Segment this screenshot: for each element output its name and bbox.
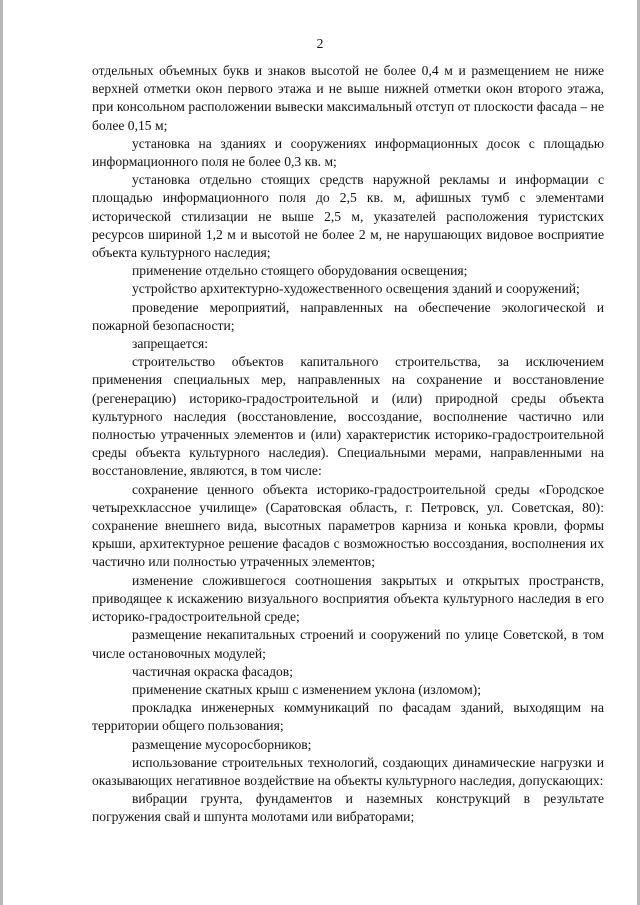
paragraph: применение скатных крыш с изменением уклона (изломом); (132, 681, 481, 697)
paragraph: запрещается: (132, 336, 209, 352)
paragraph: частичная окраска фасадов; (132, 663, 293, 679)
scan-edge-left (0, 0, 3, 905)
paragraph: размещение мусоросборников; (132, 736, 312, 752)
paragraph: проведение мероприятий, направленных на обеспечение экологической и пожарной безопасности; (92, 299, 604, 333)
paragraph: применение отдельно стоящего оборудования освещения; (132, 263, 468, 279)
paragraph: установка на зданиях и сооружениях информационных досок с площадью информационного поля не более 0,3 кв. м; (92, 135, 604, 170)
page-number: 2 (316, 36, 324, 51)
paragraph: изменение сложившегося соотношения закрытых и открытых пространств, приводящее к искажению визуального восприятия объекта культурного наследия в его историко-градостроительной среде; (92, 572, 604, 625)
paragraph: прокладка инженерных коммуникаций по фасадам зданий, выходящим на территории общего пользования; (92, 700, 604, 734)
document-body (92, 62, 604, 827)
paragraph: использование строительных технологий, создающих динамические нагрузки и оказывающих негативное воздействие на объекты культурного наследия, допускающих: (92, 754, 604, 788)
paragraph: устройство архитектурно-художественного освещения зданий и сооружений; (132, 281, 580, 297)
paragraph: отдельных объемных букв и знаков высотой не более 0,4 м и размещением не ниже верхней отметки окон первого этажа и не выше нижней отметки окон второго этажа, при консольном расположении вывески максимальный отступ от плоскости фасада – не более 0,15 м; (92, 63, 604, 133)
paragraph: установка отдельно стоящих средств наружной рекламы и информации с площадью информационного поля до 2,5 кв. м, афишных тумб с элементами исторической стилизации не выше 2,5 м, указателей расположения туристских ресурсов шириной 1,2 м и высотой не более 2 м, не нарушающих видовое восприятие объекта культурного наследия; (92, 172, 604, 261)
paragraph: размещение некапитальных строений и сооружений по улице Советской, в том числе остановочных модулей; (92, 627, 604, 661)
paragraph: вибрации грунта, фундаментов и наземных конструкций в результате погружения свай и шпунта молотами или вибраторами; (92, 791, 604, 825)
paragraph: строительство объектов капитального строительства, за исключением применения специальных мер, направленных на сохранение и восстановление (регенерацию) историко-градостроительной и (или) природной среды объекта культурного наследия (восстановление, воссоздание, восполнение частично или полностью утраченных элементов и (или) характеристик историко-градостроительной среды объекта культурного наследия). Специальными мерами, направленными на восстановление, являются, в том числе: (92, 354, 604, 479)
paragraph: сохранение ценного объекта историко-градостроительной среды «Городское четырехклассное училище» (Саратовская область, г. Петровск, ул. Советская, 80): сохранение внешнего вида, высотных параметров карниза и конька кровли, формы крыши, архитектурное решение фасадов с возможностью воссоздания, восполнения их частично или полностью утраченных элементов; (92, 481, 604, 570)
